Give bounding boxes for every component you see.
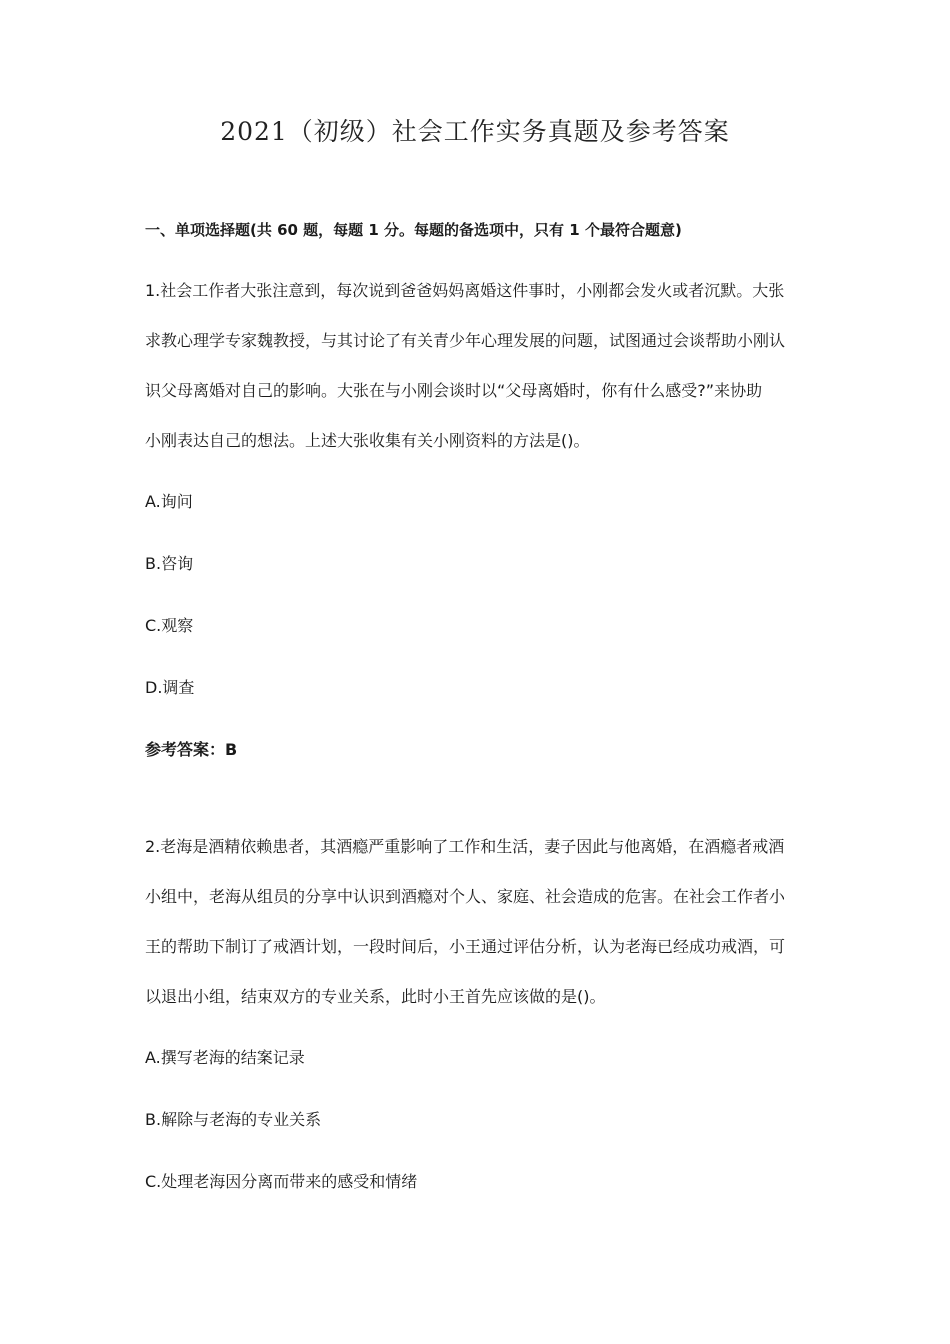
question-1-option-b: B.咨询: [145, 554, 194, 573]
question-1-option-c: C.观察: [145, 616, 194, 635]
question-1-answer: 参考答案：B: [145, 740, 238, 759]
question-2-text: [145, 822, 810, 1022]
question-1-option-d: D.调查: [145, 678, 195, 697]
question-line: 小组中，老海从组员的分享中认识到酒瘾对个人、家庭、社会造成的危害。在社会工作者小: [145, 887, 786, 906]
question-1-option-a: A.询问: [145, 492, 193, 511]
section-heading: 一、单项选择题(共 60 题，每题 1 分。每题的备选项中，只有 1 个最符合题意): [145, 221, 682, 239]
question-1-text: [145, 266, 810, 466]
question-line: 王的帮助下制订了戒酒计划，一段时间后，小王通过评估分析，认为老海已经成功戒酒，可: [145, 937, 786, 956]
question-line: 2.老海是酒精依赖患者，其酒瘾严重影响了工作和生活，妻子因此与他离婚，在酒瘾者戒酒: [145, 837, 785, 856]
question-line: 1.社会工作者大张注意到，每次说到爸爸妈妈离婚这件事时，小刚都会发火或者沉默。大张: [145, 281, 785, 300]
question-2-option-c: C.处理老海因分离而带来的感受和情绪: [145, 1172, 418, 1191]
question-2-option-b: B.解除与老海的专业关系: [145, 1110, 322, 1129]
question-line: 求教心理学专家魏教授，与其讨论了有关青少年心理发展的问题，试图通过会谈帮助小刚认: [145, 331, 786, 350]
question-line: 识父母离婚对自己的影响。大张在与小刚会谈时以“父母离婚时，你有什么感受?”来协助: [145, 381, 763, 400]
question-2-option-a: A.撰写老海的结案记录: [145, 1048, 305, 1067]
question-line: 小刚表达自己的想法。上述大张收集有关小刚资料的方法是()。: [145, 431, 590, 450]
question-line: 以退出小组，结束双方的专业关系，此时小王首先应该做的是()。: [145, 987, 606, 1006]
page-title: 2021（初级）社会工作实务真题及参考答案: [220, 117, 730, 146]
